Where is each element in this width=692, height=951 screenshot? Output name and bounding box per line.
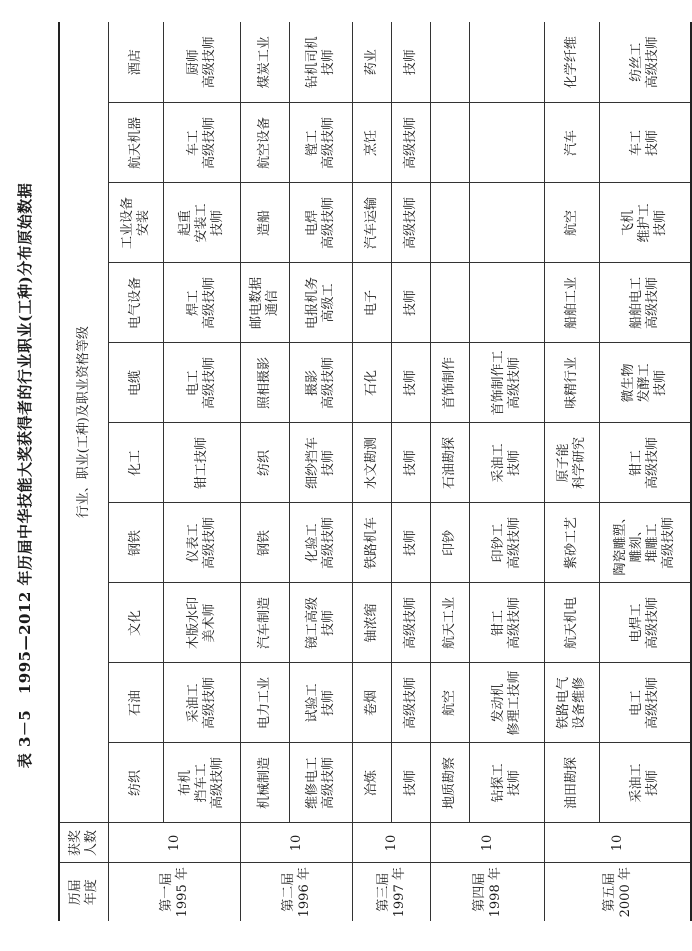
occupation-cell-line: 技师 xyxy=(321,49,336,76)
occupation-cell-line: 高级技师 xyxy=(403,677,418,730)
occupation-cell-line: 技师 xyxy=(403,49,418,76)
industry-cell xyxy=(353,183,392,263)
winner-count-cell xyxy=(241,823,353,863)
occupation-cell-line: 纺丝工 xyxy=(629,42,644,82)
industry-cell xyxy=(353,583,392,663)
occupation-cell xyxy=(164,503,241,583)
occupation-cell xyxy=(164,743,241,823)
industry-cell xyxy=(241,743,290,823)
industry-cell xyxy=(431,743,470,823)
occupation-cell-line: 雕刻、 xyxy=(629,523,644,563)
occupation-cell xyxy=(290,663,353,743)
occupation-cell-line: 技师 xyxy=(653,370,668,397)
occupation-cell-line: 高级技师 xyxy=(645,36,660,89)
occupation-cell-line: 技师 xyxy=(403,450,418,477)
occupation-row xyxy=(600,22,692,921)
occupation-cell-line: 车工 xyxy=(629,130,644,157)
session-bottom-line: 1997 年 xyxy=(391,867,407,918)
occupation-cell xyxy=(600,103,692,183)
occupation-cell xyxy=(290,743,353,823)
industry-cell xyxy=(545,103,600,183)
industry-cell-line: 造船 xyxy=(257,210,272,237)
occupation-cell xyxy=(392,583,431,663)
occupation-cell-line: 高级技师 xyxy=(202,277,217,330)
occupation-cell-line: 高级技师 xyxy=(661,517,676,570)
occupation-cell-line: 技师 xyxy=(321,450,336,477)
industry-row xyxy=(431,22,470,921)
industry-cell-line: 化工 xyxy=(128,450,143,477)
occupation-cell-line: 采油工 xyxy=(186,683,201,723)
occupation-cell-line: 高级技师 xyxy=(403,117,418,170)
occupation-cell-line: 技师 xyxy=(403,290,418,317)
occupation-cell-line: 钳工技师 xyxy=(194,437,209,490)
occupation-cell-line: 起重 xyxy=(178,210,193,237)
occupation-cell-line: 细纱挡车 xyxy=(305,437,320,490)
occupation-cell xyxy=(392,503,431,583)
industry-cell xyxy=(109,103,164,183)
occupation-cell-line: 钳工 xyxy=(491,610,506,637)
occupation-cell xyxy=(392,22,431,103)
industry-cell-line: 船舶工业 xyxy=(564,277,579,330)
occupation-cell xyxy=(470,423,545,503)
session-cell xyxy=(431,863,545,921)
occupation-cell xyxy=(600,583,692,663)
occupation-cell xyxy=(164,583,241,663)
industry-cell-line: 纺织 xyxy=(128,770,143,797)
industry-cell-line: 设备维修 xyxy=(572,677,587,730)
occupation-cell xyxy=(164,183,241,263)
occupation-cell-line: 船舶电工 xyxy=(629,277,644,330)
industry-cell xyxy=(241,423,290,503)
occupation-cell-line: 高级技师 xyxy=(403,597,418,650)
industry-cell xyxy=(109,22,164,103)
occupation-cell-line: 摄影 xyxy=(305,370,320,397)
industry-cell xyxy=(431,22,470,103)
occupation-cell xyxy=(600,743,692,823)
industry-cell xyxy=(109,583,164,663)
occupation-cell-line: 电工 xyxy=(186,370,201,397)
occupation-cell xyxy=(600,343,692,423)
occupation-cell xyxy=(470,663,545,743)
industry-cell xyxy=(241,263,290,343)
industry-cell xyxy=(353,103,392,183)
occupation-cell xyxy=(392,663,431,743)
industry-cell xyxy=(353,263,392,343)
occupation-cell xyxy=(470,263,545,343)
occupation-cell-line: 布机 xyxy=(178,770,193,797)
occupation-cell-line: 高级技师 xyxy=(321,117,336,170)
occupation-cell-line: 高级技师 xyxy=(202,677,217,730)
occupation-cell-line: 技师 xyxy=(507,450,522,477)
occupation-cell xyxy=(600,423,692,503)
occupation-cell-line: 高级技师 xyxy=(507,597,522,650)
industry-cell-line: 印钞 xyxy=(442,530,457,557)
occupation-cell xyxy=(290,22,353,103)
header-count-top: 获奖 xyxy=(68,830,83,857)
industry-cell xyxy=(545,743,600,823)
occupation-cell-line: 技师 xyxy=(653,210,668,237)
winner-count-cell xyxy=(109,823,241,863)
industry-cell-line: 航天工业 xyxy=(442,597,457,650)
industry-cell-line: 铀浓缩 xyxy=(364,603,379,643)
industry-row xyxy=(109,22,164,921)
industry-cell-line: 电气设备 xyxy=(128,277,143,330)
occupation-cell-line: 采油工 xyxy=(491,443,506,483)
industry-cell-line: 首饰制作 xyxy=(442,357,457,410)
occupation-cell-line: 微生物 xyxy=(621,363,636,403)
occupation-cell-line: 镗工 xyxy=(305,130,320,157)
occupation-cell-line: 高级技师 xyxy=(645,597,660,650)
header-row xyxy=(59,22,109,921)
industry-cell-line: 水文勘测 xyxy=(364,437,379,490)
occupation-cell-line: 安装工 xyxy=(194,203,209,243)
header-count-bottom: 人数 xyxy=(84,830,99,857)
occupation-cell xyxy=(600,263,692,343)
industry-cell xyxy=(353,423,392,503)
industry-cell-line: 电缆 xyxy=(128,370,143,397)
industry-cell xyxy=(545,343,600,423)
occupation-cell-line: 高级技师 xyxy=(321,517,336,570)
industry-cell xyxy=(353,22,392,103)
industry-cell-line: 邮电数据 xyxy=(249,277,264,330)
industry-cell xyxy=(431,263,470,343)
occupation-cell xyxy=(164,22,241,103)
industry-row xyxy=(545,22,600,921)
winner-count-line: 10 xyxy=(383,834,399,852)
occupation-cell-line: 技师 xyxy=(507,770,522,797)
session-cell xyxy=(109,863,241,921)
occupation-cell-line: 技师 xyxy=(403,530,418,557)
occupation-cell-line: 高级技师 xyxy=(321,357,336,410)
session-top-line: 第三届 xyxy=(375,872,391,912)
industry-cell-line: 钢铁 xyxy=(257,530,272,557)
occupation-cell xyxy=(470,22,545,103)
industry-cell-line: 航空 xyxy=(442,690,457,717)
header-session-bottom: 年度 xyxy=(84,879,99,906)
industry-cell xyxy=(109,663,164,743)
session-bottom-line: 1998 年 xyxy=(487,867,503,918)
occupation-cell-line: 钳工 xyxy=(629,450,644,477)
occupation-cell xyxy=(600,22,692,103)
occupation-cell xyxy=(290,583,353,663)
occupation-cell xyxy=(392,103,431,183)
industry-cell-line: 汽车 xyxy=(564,130,579,157)
occupation-cell-line: 修理工技师 xyxy=(507,670,522,736)
industry-cell xyxy=(431,583,470,663)
occupation-cell xyxy=(600,183,692,263)
session-top-line: 第四届 xyxy=(471,872,487,912)
industry-cell-line: 通信 xyxy=(265,290,280,317)
occupation-cell-line: 堆雕工 xyxy=(645,523,660,563)
occupation-cell xyxy=(290,263,353,343)
occupation-cell xyxy=(600,663,692,743)
industry-cell xyxy=(241,583,290,663)
industry-cell xyxy=(545,263,600,343)
occupation-cell-line: 发动机 xyxy=(491,683,506,723)
industry-cell xyxy=(545,183,600,263)
industry-cell-line: 电力工业 xyxy=(257,677,272,730)
industry-cell xyxy=(109,183,164,263)
industry-cell xyxy=(545,22,600,103)
industry-cell-line: 电子 xyxy=(364,290,379,317)
industry-cell-line: 汽车运输 xyxy=(364,197,379,250)
industry-cell-line: 机械制造 xyxy=(257,757,272,810)
winner-count-cell xyxy=(353,823,431,863)
occupation-cell-line: 化验工 xyxy=(305,523,320,563)
industry-cell xyxy=(545,663,600,743)
occupation-cell-line: 高级技师 xyxy=(202,517,217,570)
occupation-cell-line: 高级技师 xyxy=(321,757,336,810)
occupation-row xyxy=(392,22,431,921)
session-cell xyxy=(353,863,431,921)
occupation-cell-line: 高级工 xyxy=(321,283,336,323)
occupation-cell-line: 印钞工 xyxy=(491,523,506,563)
occupation-cell-line: 高级技师 xyxy=(507,357,522,410)
occupation-cell-line: 电焊 xyxy=(305,210,320,237)
occupation-cell xyxy=(290,343,353,423)
occupation-cell xyxy=(164,263,241,343)
winner-count-cell xyxy=(545,823,692,863)
header-session-cell xyxy=(59,863,109,921)
table-title: 表 3－5 1995—2012 年历届中华技能大奖获得者的行业职业(工种)分布原始数据 xyxy=(16,182,34,769)
industry-cell-line: 烹饪 xyxy=(364,130,379,157)
occupation-cell-line: 技师 xyxy=(403,370,418,397)
industry-cell-line: 紫砂工艺 xyxy=(564,517,579,570)
winner-count-line: 10 xyxy=(288,834,304,852)
occupation-cell-line: 维修电工 xyxy=(305,757,320,810)
industry-cell xyxy=(545,583,600,663)
industry-row xyxy=(353,22,392,921)
session-bottom-line: 2000 年 xyxy=(617,867,633,918)
occupation-cell-line: 电报机务 xyxy=(305,277,320,330)
industry-cell xyxy=(109,743,164,823)
industry-row xyxy=(241,22,290,921)
occupation-cell-line: 维护工 xyxy=(637,203,652,243)
industry-cell-line: 化学纤维 xyxy=(564,36,579,89)
occupation-cell-line: 高级技师 xyxy=(202,357,217,410)
occupation-cell xyxy=(470,103,545,183)
occupation-cell-line: 高级技师 xyxy=(403,197,418,250)
occupation-cell xyxy=(164,343,241,423)
occupation-cell xyxy=(392,343,431,423)
industry-cell-line: 药业 xyxy=(364,49,379,76)
occupation-cell-line: 厨师 xyxy=(186,49,201,76)
industry-cell xyxy=(431,663,470,743)
occupation-cell-line: 试验工 xyxy=(305,683,320,723)
occupation-cell-line: 挡车工 xyxy=(194,763,209,803)
occupation-cell-line: 采油工 xyxy=(629,763,644,803)
award-distribution-table xyxy=(58,22,692,921)
occupation-cell-line: 高级技师 xyxy=(202,36,217,89)
industry-cell-line: 冶炼 xyxy=(364,770,379,797)
session-top-line: 第二届 xyxy=(280,872,296,912)
occupation-cell-line: 焊工 xyxy=(186,290,201,317)
industry-cell xyxy=(241,22,290,103)
occupation-cell-line: 高级技师 xyxy=(645,677,660,730)
occupation-cell xyxy=(470,743,545,823)
industry-cell-line: 纺织 xyxy=(257,450,272,477)
occupation-cell-line: 钻探工 xyxy=(491,763,506,803)
occupation-cell-line: 高级技师 xyxy=(210,757,225,810)
industry-cell-line: 原子能 xyxy=(556,443,571,483)
industry-cell xyxy=(241,183,290,263)
occupation-cell-line: 车工 xyxy=(186,130,201,157)
industry-cell-line: 酒店 xyxy=(128,49,143,76)
industry-cell xyxy=(109,263,164,343)
industry-cell-line: 卷烟 xyxy=(364,690,379,717)
industry-cell xyxy=(241,503,290,583)
occupation-row xyxy=(470,22,545,921)
industry-cell xyxy=(109,343,164,423)
occupation-row xyxy=(164,22,241,921)
occupation-cell xyxy=(392,423,431,503)
industry-cell-line: 钢铁 xyxy=(128,530,143,557)
occupation-cell-line: 仪表工 xyxy=(186,523,201,563)
occupation-cell-line: 电焊工 xyxy=(629,603,644,643)
industry-cell-line: 航空设备 xyxy=(257,117,272,170)
occupation-cell-line: 钻机司机 xyxy=(305,36,320,89)
industry-cell xyxy=(545,423,600,503)
industry-cell-line: 铁路机车 xyxy=(364,517,379,570)
industry-cell xyxy=(109,503,164,583)
industry-cell-line: 文化 xyxy=(128,610,143,637)
winner-count-cell xyxy=(431,823,545,863)
industry-cell xyxy=(431,503,470,583)
header-industry-cell: 行业、职业(工种)及职业资格等级 xyxy=(59,22,109,823)
occupation-cell xyxy=(392,263,431,343)
occupation-cell xyxy=(290,423,353,503)
industry-cell-line: 油田勘探 xyxy=(564,757,579,810)
occupation-cell-line: 高级技师 xyxy=(507,517,522,570)
industry-cell xyxy=(241,103,290,183)
industry-cell-line: 航天机器 xyxy=(128,117,143,170)
occupation-cell xyxy=(470,183,545,263)
occupation-cell-line: 电工 xyxy=(629,690,644,717)
occupation-cell xyxy=(470,583,545,663)
occupation-cell xyxy=(164,423,241,503)
industry-cell xyxy=(431,183,470,263)
occupation-cell xyxy=(290,103,353,183)
occupation-cell-line: 发酵工 xyxy=(637,363,652,403)
occupation-cell-line: 美术师 xyxy=(202,603,217,643)
occupation-cell xyxy=(470,503,545,583)
session-bottom-line: 1996 年 xyxy=(296,867,312,918)
industry-cell-line: 味精行业 xyxy=(564,357,579,410)
industry-cell-line: 科学研究 xyxy=(572,437,587,490)
industry-cell-line: 煤炭工业 xyxy=(257,36,272,89)
industry-cell xyxy=(353,743,392,823)
industry-cell xyxy=(545,503,600,583)
session-top-line: 第五届 xyxy=(601,872,617,912)
industry-cell-line: 航空 xyxy=(564,210,579,237)
industry-cell-line: 照相摄影 xyxy=(257,357,272,410)
occupation-cell-line: 飞机 xyxy=(621,210,636,237)
occupation-cell-line: 木版水印 xyxy=(186,597,201,650)
occupation-cell-line: 技师 xyxy=(645,130,660,157)
occupation-cell xyxy=(290,183,353,263)
industry-cell-line: 石油 xyxy=(128,690,143,717)
occupation-cell-line: 技师 xyxy=(210,210,225,237)
occupation-cell xyxy=(164,663,241,743)
industry-cell-line: 铁路电气 xyxy=(556,677,571,730)
occupation-cell-line: 高级技师 xyxy=(645,437,660,490)
session-cell xyxy=(241,863,353,921)
industry-cell-line: 安装 xyxy=(136,210,151,237)
occupation-cell xyxy=(392,743,431,823)
industry-cell-line: 石化 xyxy=(364,370,379,397)
industry-cell-line: 航天机电 xyxy=(564,597,579,650)
header-count-cell xyxy=(59,823,109,863)
table-body xyxy=(59,22,691,921)
industry-cell xyxy=(431,423,470,503)
industry-cell-line: 汽车制造 xyxy=(257,597,272,650)
header-session-top: 历届 xyxy=(68,879,83,906)
occupation-cell-line: 镜工高级 xyxy=(305,597,320,650)
occupation-cell-line: 高级技师 xyxy=(645,277,660,330)
industry-cell xyxy=(353,343,392,423)
session-top-line: 第一届 xyxy=(158,872,174,912)
industry-cell-line: 石油勘探 xyxy=(442,437,457,490)
winner-count-line: 10 xyxy=(479,834,495,852)
occupation-cell-line: 技师 xyxy=(321,610,336,637)
occupation-cell-line: 首饰制作工 xyxy=(491,350,506,416)
occupation-cell xyxy=(470,343,545,423)
industry-cell xyxy=(353,503,392,583)
industry-cell xyxy=(241,663,290,743)
industry-cell xyxy=(241,343,290,423)
session-bottom-line: 1995 年 xyxy=(174,867,190,918)
industry-cell xyxy=(109,423,164,503)
occupation-row xyxy=(290,22,353,921)
occupation-cell-line: 技师 xyxy=(645,770,660,797)
session-cell xyxy=(545,863,692,921)
occupation-cell-line: 技师 xyxy=(321,690,336,717)
occupation-cell-line: 高级技师 xyxy=(321,197,336,250)
industry-cell xyxy=(431,103,470,183)
winner-count-line: 10 xyxy=(166,834,182,852)
occupation-cell xyxy=(164,103,241,183)
occupation-cell-line: 技师 xyxy=(403,770,418,797)
occupation-cell xyxy=(290,503,353,583)
occupation-cell xyxy=(600,503,692,583)
industry-cell-line: 工业设备 xyxy=(120,197,135,250)
occupation-cell-line: 陶瓷雕塑、 xyxy=(613,510,628,576)
winner-count-line: 10 xyxy=(609,834,625,852)
industry-cell xyxy=(353,663,392,743)
occupation-cell xyxy=(392,183,431,263)
industry-cell-line: 地质勘察 xyxy=(442,757,457,810)
occupation-cell-line: 高级技师 xyxy=(202,117,217,170)
industry-cell xyxy=(431,343,470,423)
